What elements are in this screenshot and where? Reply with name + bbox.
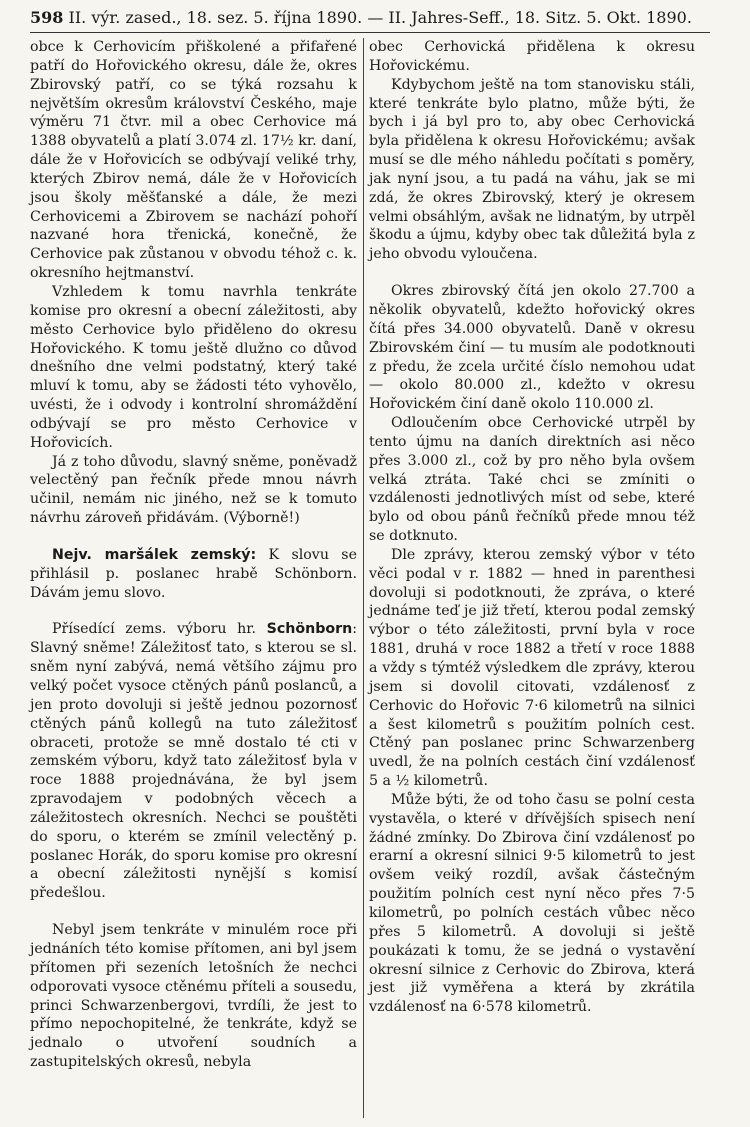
right-paragraph-2: Kdybychom ještě na tom stanovisku stáli, které tenkráte bylo platno, může býti, že bych i já byl pro to, aby obec Cerhovická byla přidělena k okresu Hořovickému; avšak musí se dle mého náhledu počítati s poměry, jak nyní jsou, a tu padá na váhu, jak se mi zdá, že okres Zbirovský, který je okresem velmi obsáhlým, avšak ne lidnatým, by utrpěl škodu a újmu, kdyby obec tak důležitá byla z jeho obvodu vyloučena. [369,76,695,263]
page-header [30,4,710,33]
left-column [30,38,357,1072]
left-paragraph-4 [30,546,357,603]
left-paragraph-3: Já z toho důvodu, slavný sněme, poněvadž velectěný pan řečník přede mnou návrh učinil, nemám nic jiného, než se k tomuto návrhu zároveň přidávám. (Výborně!) [30,453,357,527]
page-number: 598 [30,8,64,27]
right-paragraph-4: Odloučením obce Cerhovické utrpěl by tento újmu na daních direktních asi něco přes 3.000 zl., což by pro něho byla ovšem velká ztráta. Také chci se zmíniti o vzdálenosti jednotlivých míst od sebe, které bylo od obou pánů řečníků přede mnou též se dotknuto. [369,415,695,545]
right-column [369,38,695,1017]
left-paragraph-2: Vzhledem k tomu navrhla tenkráte komise pro okresní a obecní záležitosti, aby město Cerhovice bylo přiděleno do okresu Hořovického. K tomu ještě dlužno co důvod dnešního dne velmi podstatný, který také mluví k tomu, aby se žádosti této vyhovělo, uvésti, že i odvody i kontrolní shromáždění odbývají se pro město Cerhovice v Hořovicích. [30,283,357,451]
header-text: II. výr. zased., 18. sez. 5. října 1890. — II. Jahres-Seff., 18. Sitz. 5. Okt. 1890. [68,8,692,27]
speech-text: : Slavný sněme! Záležitosť tato, s kterou se sl. sněm nyní zabývá, nemá většího zájmu pro velký počet vysoce ctěných pánů poslanců, a jen proto dovoluji si ještě jednou pozornosť ctěných pánů kollegů na tuto záležitosť obraceti, protože se mně dostalo té cti v zemském výboru, když tato záležitosť byla v roce 1888 projednávána, že byl jsem zpravodajem v podobných věcech a záležitostech okresních. Nechci se pouštěti do sporu, o kterém se zmínil velectěný p. poslanec Horák, do sporu komise pro okresní a obecní záležitosti nynější s komisí předešlou. [30,621,357,902]
right-paragraph-3: Okres zbirovský čítá jen okolo 27.700 a několik obyvatelů, kdežto hořovický okres čítá přes 34.000 obyvatelů. Daně v okresu Zbirovském činí — tu musím ale podotknouti z předu, že zcela určité číslo nemohou udat — okolo 80.000 zl., kdežto v okresu Hořovickém činí daně okolo 110.000 zl. [369,283,695,413]
left-paragraph-6: Nebyl jsem tenkráte v minulém roce při jednáních této komise přítomen, ani byl jsem přítomen při sezeních letošních že nechci odporovati vysoce ctěnému příteli a sousedu, princi Schwarzenbergovi, tvrdíli, že jest to přímo nepochopitelné, že tenkráte, když se jednalo o utvoření soudních a zastupitelských okresů, nebyla [30,922,357,1071]
right-paragraph-1: obec Cerhovická přidělena k okresu Hořovickému. [369,39,695,74]
right-paragraph-6: Může býti, že od toho času se polní cesta vystavěla, o které v dřívějších spisech není žádné zmínky. Do Zbirova činí vzdálenosť po erarní a okresní silnici 9·5 kilometrů to jest ovšem veiký rozdíl, avšak částečným použitím polních cest nyní něco přes 7·5 kilometrů, po polních cestách vůbec něco přes 5 kilometrů. A dovoluji si ještě poukázati k tomu, že se jedná o vystavění okresní silnice z Cerhovic do Zbirova, která jest již vyměřena a která by zkrátila vzdálenosť na 6·578 kilometrů. [369,791,695,1016]
speaker-intro: Přísedící zems. výboru hr. [52,621,267,638]
left-paragraph-5 [30,620,357,903]
speaker-name: Schönborn [266,621,353,638]
speaker-name: Nejv. maršálek zemský: [52,546,257,563]
left-paragraph-1: obce k Cerhovicím přiškolené a přifařené patří do Hořovického okresu, dále že, okres Zbirovský patří, co se týká rozsahu k největším okresům království Českého, maje výměru 71 čtvr. mil a obec Cerhovice má 1388 obyvatelů a platí 3.074 zl. 17½ kr. daní, dále že v Hořovicích se odbývají veliké trhy, kterých Zbirov nemá, dále že v Hořovicích jsou školy měšťanské a dále, že mezi Cerhovicemi a Zbirovem se nachází pohoří nazvané hora třenická, konečně, že Cerhovice pak zůstanou v obvodu téhož c. k. okresního hejtmanství. [30,39,357,282]
right-paragraph-5: Dle zprávy, kterou zemský výbor v této věci podal v r. 1882 — hned in parenthesi dovoluji si podotknouti, že zpráva, o které jednáme teď je již třetí, kterou podal zemský výbor o této záležitosti, první byla v roce 1881, druhá v roce 1882 a třetí v roce 1888 a vždy s týmtéž výsledkem dle zprávy, kterou jsem si dovolil citovati, vzdálenosť z Cerhovic do Hořovic 7·6 kilometrů na silnici a šest kilometrů s použitím polních cest. Ctěný pan poslanec princ Schwarzenberg uvedl, že na polních cestách činí vzdálenosť 5 a ½ kilometrů. [369,546,695,790]
column-divider [363,38,364,1118]
speaker-text: K slovu se přihlásil p. poslanec hrabě Schönborn. Dávám jemu slovo. [30,546,357,601]
